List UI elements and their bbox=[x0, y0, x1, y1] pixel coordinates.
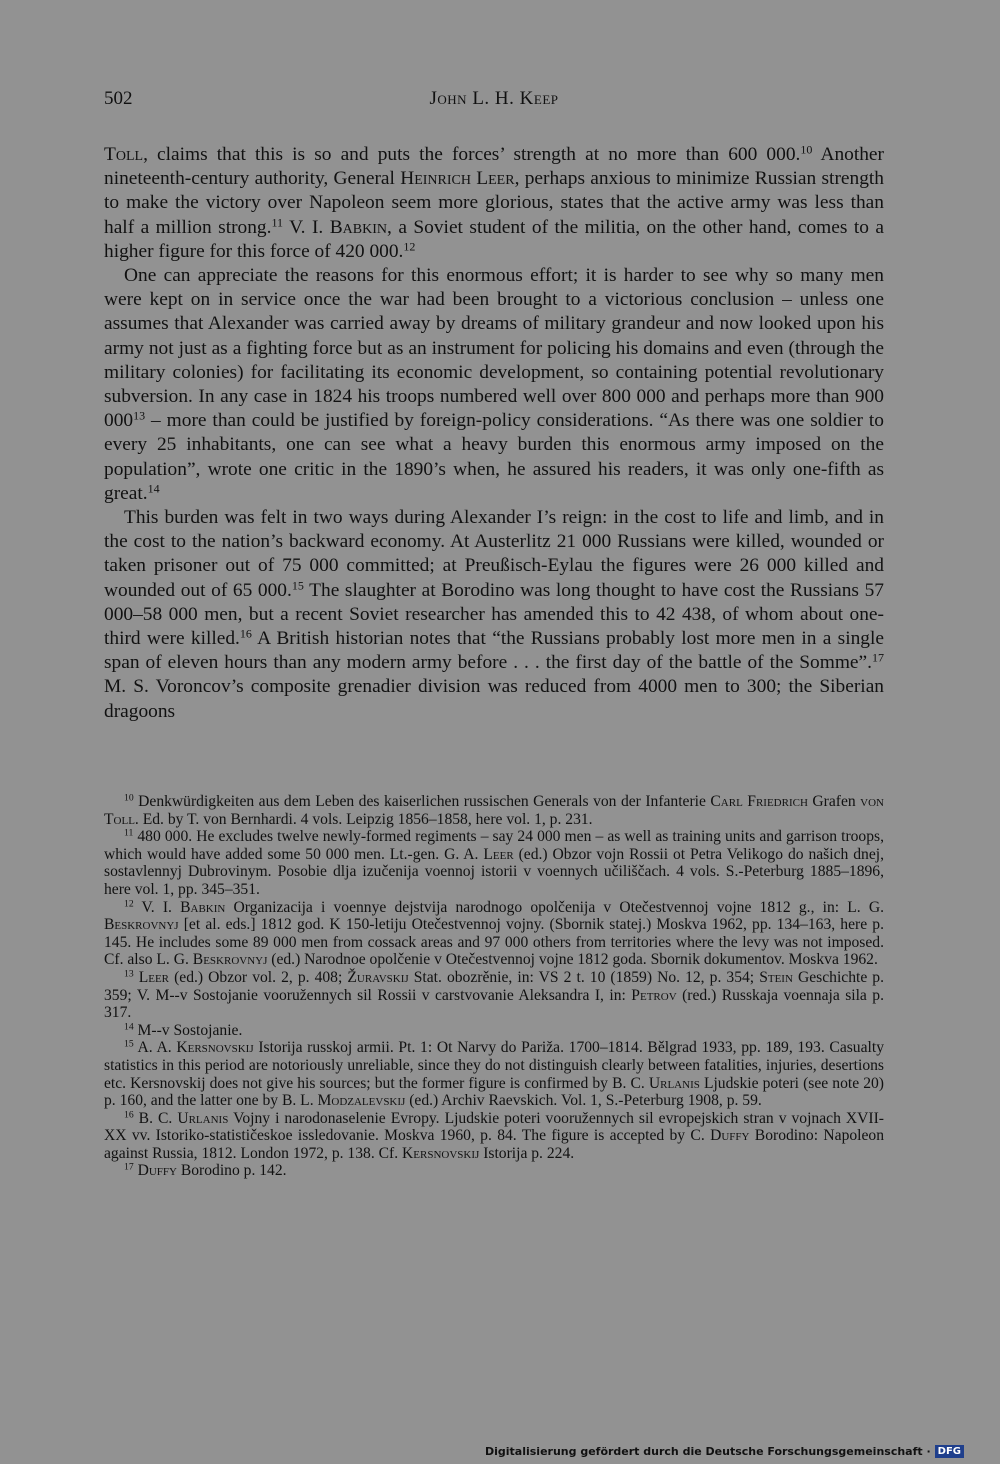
text-run: (ed.) Archiv Raevskich. Vol. 1, S.-Peterburg 1908, p. 59. bbox=[405, 1092, 762, 1110]
text-run: , a Soviet student of the militia, on the other hand, comes to a higher figure for this force of 420 000. bbox=[104, 216, 884, 262]
text-run: Stat. obozrěnie, in: VS 2 t. 10 (1859) No. 12, p. 354; bbox=[408, 968, 760, 986]
paragraph bbox=[104, 506, 884, 724]
page-header bbox=[104, 88, 884, 116]
text-run: One can appreciate the reasons for this enormous effort; it is harder to see why so many men were kept on in service once the war had been brought to a victorious conclusion – unless one assumes that Alexander was carried away by dreams of military grandeur and now looked upon his army not just as a fighting force but as an instrument for policing his domains and even (through the military colonies) for facilitating its economic development, so containing potential revolutionary subversion. In any case in 1824 his troops numbered well over 800 000 and perhaps more than 900 000 bbox=[104, 265, 884, 432]
name-small-caps: Leer bbox=[483, 845, 514, 863]
text-run: V. I. bbox=[133, 898, 181, 916]
footnote bbox=[104, 1162, 884, 1180]
text-run: (ed.) Obzor vol. 2, p. 408; bbox=[169, 968, 348, 986]
footnote bbox=[104, 1022, 884, 1040]
text-run: Denkwürdigkeiten aus dem Leben des kaiserlichen russischen Generals von der Infanterie bbox=[133, 793, 711, 810]
text-run: M. S. Voroncov’s composite grenadier division was reduced from 4000 men to 300; the Siberian dragoons bbox=[104, 676, 884, 722]
paragraph bbox=[104, 143, 884, 264]
text-run: The slaughter at Borodino was long thought to have cost the Russians 57 000–58 000 men, but a recent Soviet researcher has amended this to 42 438, of whom about one-third were killed. bbox=[104, 579, 884, 650]
name-small-caps: Modzalevskij bbox=[317, 1092, 406, 1110]
footnote bbox=[104, 969, 884, 1022]
name-small-caps: Babkin bbox=[329, 216, 388, 238]
running-head: John L. H. Keep bbox=[429, 88, 559, 109]
note-reference: 16 bbox=[124, 1109, 134, 1121]
text-run: Borodino: Napoleon against Russia, 1812. London 1972, p. 138. Cf. bbox=[104, 1127, 885, 1162]
note-reference: 17 bbox=[124, 1162, 134, 1174]
text-run: B. C. bbox=[133, 1109, 178, 1127]
note-reference: 10 bbox=[800, 142, 813, 157]
body-text bbox=[104, 143, 884, 724]
text-run: , claims that this is so and puts the forces’ strength at no more than 600 000. bbox=[143, 144, 801, 165]
text-run: Ljudskie poteri (see note 20) p. 160, and the latter one by B. L. bbox=[104, 1074, 884, 1110]
text-run: M--v Sostojanie. bbox=[133, 1021, 243, 1039]
text-run: , perhaps anxious to minimize Russian strength to make the victory over Napoleon seem more glorious, states that the active army was less than half a million strong. bbox=[104, 168, 884, 238]
text-run: Borodino p. 142. bbox=[176, 1162, 287, 1180]
name-small-caps: Leer bbox=[138, 968, 170, 986]
text-run: Grafen bbox=[807, 793, 861, 810]
name-small-caps: Urlanis bbox=[648, 1074, 700, 1092]
text-run: (ed.) Narodnoe opolčenie v Otečestvennoj vojne 1812 goda. Sbornik dokumentov. Moskva 1962. bbox=[267, 951, 878, 969]
footnote bbox=[104, 899, 884, 969]
note-reference: 14 bbox=[147, 481, 160, 496]
text-run: Another nineteenth-century authority, General bbox=[104, 144, 884, 190]
note-reference: 11 bbox=[271, 215, 284, 229]
footnote bbox=[104, 793, 884, 828]
dfg-logo: DFG bbox=[935, 1445, 964, 1458]
note-reference: 12 bbox=[124, 898, 134, 910]
footnotes bbox=[104, 793, 884, 1180]
name-small-caps: Babkin bbox=[180, 898, 226, 916]
text-run: Istorija p. 224. bbox=[479, 1144, 575, 1162]
text-run: [et al. eds.] 1812 god. K 150-letiju Otečestvennoj vojny. (Sbornik statej.) Moskva 1962, pp. 134–163, here p. 145. He includes some 89 000 men from cossack areas and 97 000 others from territories where the levy was not imposed. Cf. also L. G. bbox=[104, 916, 884, 969]
text-run: (ed.) Obzor vojn Rossii ot Petra Velikogo do našich dnej, sostavlennyj Dubrovinym. Posobie dlja izučenija voennoj istorii v voennych učiliščach. 4 vols. S.-Peterburg 1885–1896, here vol. 1, pp. 345–351. bbox=[104, 845, 884, 898]
text-run: Geschichte p. 359; V. M--v Sostojanie vooružennych sil Rossii v carstvovanie Aleksandra I, in: bbox=[104, 968, 884, 1004]
name-small-caps: Duffy bbox=[710, 1127, 750, 1145]
note-reference: 11 bbox=[124, 827, 134, 839]
note-reference: 16 bbox=[239, 626, 252, 641]
text-run: This burden was felt in two ways during Alexander I’s reign: in the cost to life and limb, and in the cost to the nation’s backward economy. At Austerlitz 21 000 Russians were killed, wounded or taken prisoner out of 75 000 committed; at Preußisch-Eylau the figures were 26 000 killed and wounded out of 65 000. bbox=[104, 507, 884, 601]
page-number: 502 bbox=[104, 88, 133, 109]
paragraph bbox=[104, 264, 884, 506]
text-run: A. A. bbox=[133, 1039, 177, 1057]
text-run: (red.) Russkaja voennaja sila p. 317. bbox=[104, 986, 884, 1022]
note-reference: 14 bbox=[124, 1021, 134, 1033]
footnote bbox=[104, 828, 884, 898]
text-run: Istorija russkoj armii. Pt. 1: Ot Narvy do Pariža. 1700–1814. Bělgrad 1933, pp. 189, 193. Casualty statistics in this period are notoriously unreliable, since they do not distinguish clearly between fatalities, injuries, desertions etc. Kersnovskij does not give his sources; but the former figure is confirmed by B. C. bbox=[104, 1039, 884, 1092]
note-reference: 10 bbox=[124, 792, 134, 804]
note-reference: 13 bbox=[124, 968, 134, 980]
digitization-credit bbox=[485, 1443, 964, 1459]
text-run: Organizacija i voennye dejstvija narodnogo opolčenija v Otečestvennoj vojne 1812 g., in: L. G. bbox=[225, 898, 884, 916]
name-small-caps: Stein bbox=[759, 968, 793, 986]
footnote bbox=[104, 1110, 884, 1163]
note-reference: 13 bbox=[133, 408, 146, 423]
name-small-caps: Kersnovskij bbox=[176, 1039, 254, 1057]
name-small-caps: Beskrovnyj bbox=[192, 951, 268, 969]
name-small-caps: Toll bbox=[104, 144, 144, 165]
name-small-caps: von Toll bbox=[104, 793, 884, 828]
credit-text: Digitalisierung gefördert durch die Deutsche Forschungsgemeinschaft · bbox=[484, 1444, 931, 1458]
name-small-caps: Urlanis bbox=[177, 1109, 229, 1127]
note-reference: 15 bbox=[124, 1039, 134, 1050]
text-run: V. I. bbox=[283, 216, 330, 238]
text-run: 480 000. He excludes twelve newly-formed regiments – say 24 000 men – as well as training units and garrison troops, which would have added some 50 000 men. Lt.-gen. G. A. bbox=[104, 828, 884, 863]
name-small-caps: Žuravskij bbox=[347, 968, 409, 986]
text-run: A British historian notes that “the Russians probably lost more men in a single span of eleven hours than any modern army before . . . the first day of the battle of the Somme”. bbox=[104, 628, 885, 674]
note-reference: 15 bbox=[291, 578, 304, 593]
text-run: . Ed. by T. von Bernhardi. 4 vols. Leipzig 1856–1858, here vol. 1, p. 231. bbox=[134, 810, 593, 828]
footnote bbox=[104, 1039, 884, 1109]
name-small-caps: Petrov bbox=[631, 986, 677, 1004]
name-small-caps: Heinrich Leer bbox=[400, 168, 515, 190]
name-small-caps: Kersnovskij bbox=[402, 1144, 480, 1162]
note-reference: 17 bbox=[871, 650, 884, 665]
name-small-caps: Duffy bbox=[137, 1162, 177, 1180]
name-small-caps: Beskrovnyj bbox=[104, 916, 179, 934]
text-run: Vojny i narodonaselenie Evropy. Ljudskie poteri vooružennych sil evropejskich stran v vojnach XVII-XX vv. Istoriko-statističeskoe issledovanie. Moskva 1960, p. 84. The figure is accepted by C. bbox=[104, 1109, 884, 1145]
name-small-caps: Carl Friedrich bbox=[710, 793, 808, 810]
note-reference: 12 bbox=[403, 239, 416, 254]
text-run: – more than could be justified by foreign-policy considerations. “As there was one soldier to every 25 inhabitants, one can see what a heavy burden this enormous army imposed on the population”, wrote one critic in the 1890’s when, he assured his readers, it was only one-fifth as great. bbox=[104, 410, 884, 504]
